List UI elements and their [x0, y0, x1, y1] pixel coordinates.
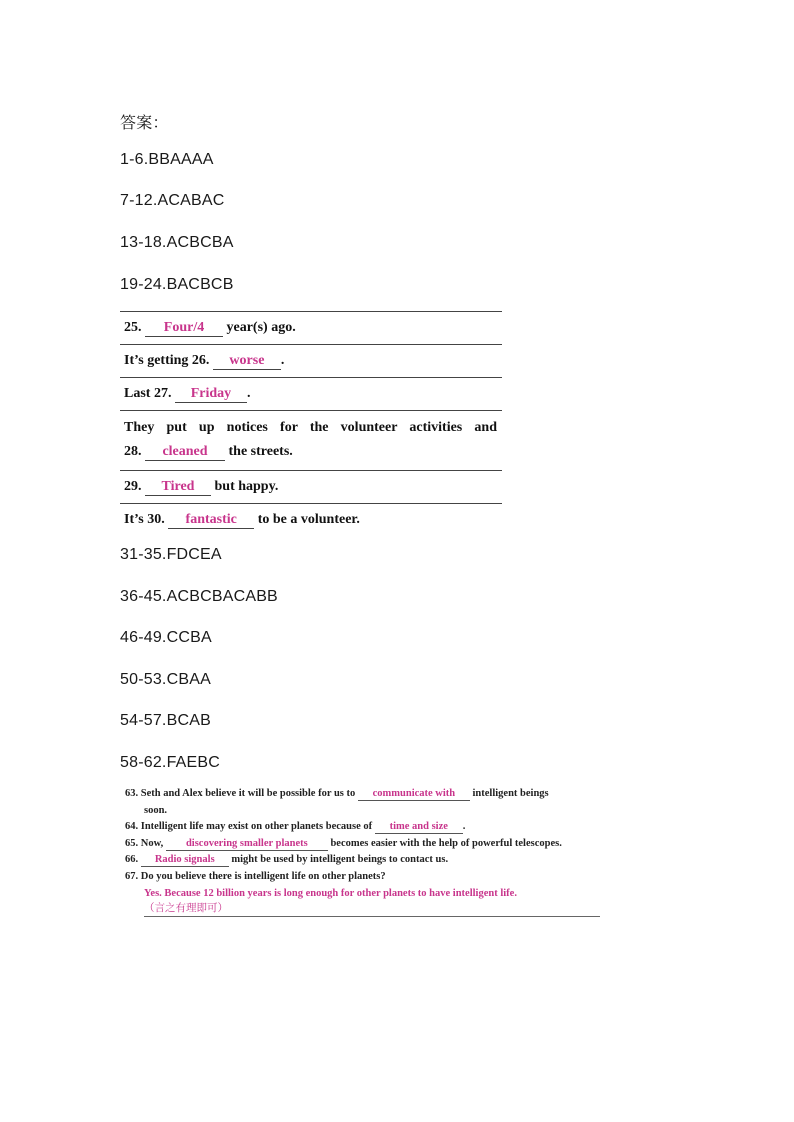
answer-blank: time and size: [375, 821, 463, 834]
answer-blank: communicate with: [358, 788, 470, 801]
answer-blank: Friday: [175, 386, 247, 403]
question-text: It’s 30.: [124, 512, 165, 527]
answer-line-36-45: 36-45.ACBCBACABB: [120, 588, 278, 605]
answer-row-63-cont: soon.: [144, 804, 168, 816]
question-text: might be used by intelligent beings to contact us.: [231, 854, 449, 866]
question-text: the streets.: [228, 444, 293, 459]
answer-row-64: [125, 819, 603, 836]
answer-blank: discovering smaller planets: [166, 838, 328, 851]
question-text: They put up notices for the volunteer activities and: [124, 420, 497, 435]
answer-blank: cleaned: [145, 444, 225, 461]
answer-row-27: [120, 377, 502, 410]
answer-row-29: [120, 470, 502, 503]
question-text: 67. Do you believe there is intelligent life on other planets?: [125, 870, 386, 882]
question-text: 66.: [125, 854, 139, 866]
question-number: 25.: [124, 320, 142, 335]
question-text: .: [246, 386, 251, 401]
question-number: 29.: [124, 479, 142, 494]
question-text: year(s) ago.: [226, 320, 296, 335]
answer-line-31-35: 31-35.FDCEA: [120, 546, 222, 563]
answer-line-58-62: 58-62.FAEBC: [120, 754, 221, 771]
question-text: 64. Intelligent life may exist on other planets because of: [125, 821, 373, 833]
answer-line-54-57: 54-57.BCAB: [120, 712, 211, 729]
answer-blank: Four/4: [145, 320, 223, 337]
question-text: to be a volunteer.: [257, 512, 360, 527]
answer-blank: Radio signals: [141, 854, 229, 867]
answer-row-67: [125, 869, 603, 886]
fill-in-answers-box: [120, 311, 502, 536]
page-title: 答案：: [120, 113, 169, 132]
answer-text: Yes. Because 12 billion years is long enough for other planets to have intelligent life.: [144, 887, 517, 899]
question-text: becomes easier with the help of powerful telescopes.: [330, 837, 562, 849]
question-text: 63. Seth and Alex believe it will be possible for us to: [125, 788, 356, 799]
question-text: 65. Now,: [125, 837, 164, 849]
answer-blank: fantastic: [168, 512, 254, 529]
answer-row-26: [120, 344, 502, 377]
question-text: Last 27.: [124, 386, 172, 401]
answer-row-25: [120, 311, 502, 344]
answer-line-13-18: 13-18.ACBCBA: [120, 234, 234, 251]
answer-row-65: [125, 836, 603, 853]
question-text: .: [280, 353, 285, 368]
answer-row-66: [125, 852, 603, 869]
question-text: intelligent beings: [472, 788, 549, 799]
answer-note: （言之有理即可）: [144, 901, 228, 914]
answer-row-28: [120, 410, 502, 470]
question-text: .: [462, 821, 466, 833]
answer-line-50-53: 50-53.CBAA: [120, 671, 211, 688]
answer-blank: Tired: [145, 479, 211, 496]
short-answer-block: [125, 786, 603, 917]
answer-line-19-24: 19-24.BACBCB: [120, 276, 234, 293]
answer-line-7-12: 7-12.ACABAC: [120, 192, 225, 209]
answer-row-30: [120, 503, 502, 536]
answer-row-63: [125, 786, 603, 803]
answer-line-67: [144, 886, 600, 917]
answer-line-1-6: 1-6.BBAAAA: [120, 151, 214, 168]
question-text: but happy.: [214, 479, 279, 494]
question-number: 28.: [124, 444, 142, 459]
answer-blank: worse: [213, 353, 281, 370]
answer-line-46-49: 46-49.CCBA: [120, 629, 212, 646]
question-text: It’s getting 26.: [124, 353, 210, 368]
